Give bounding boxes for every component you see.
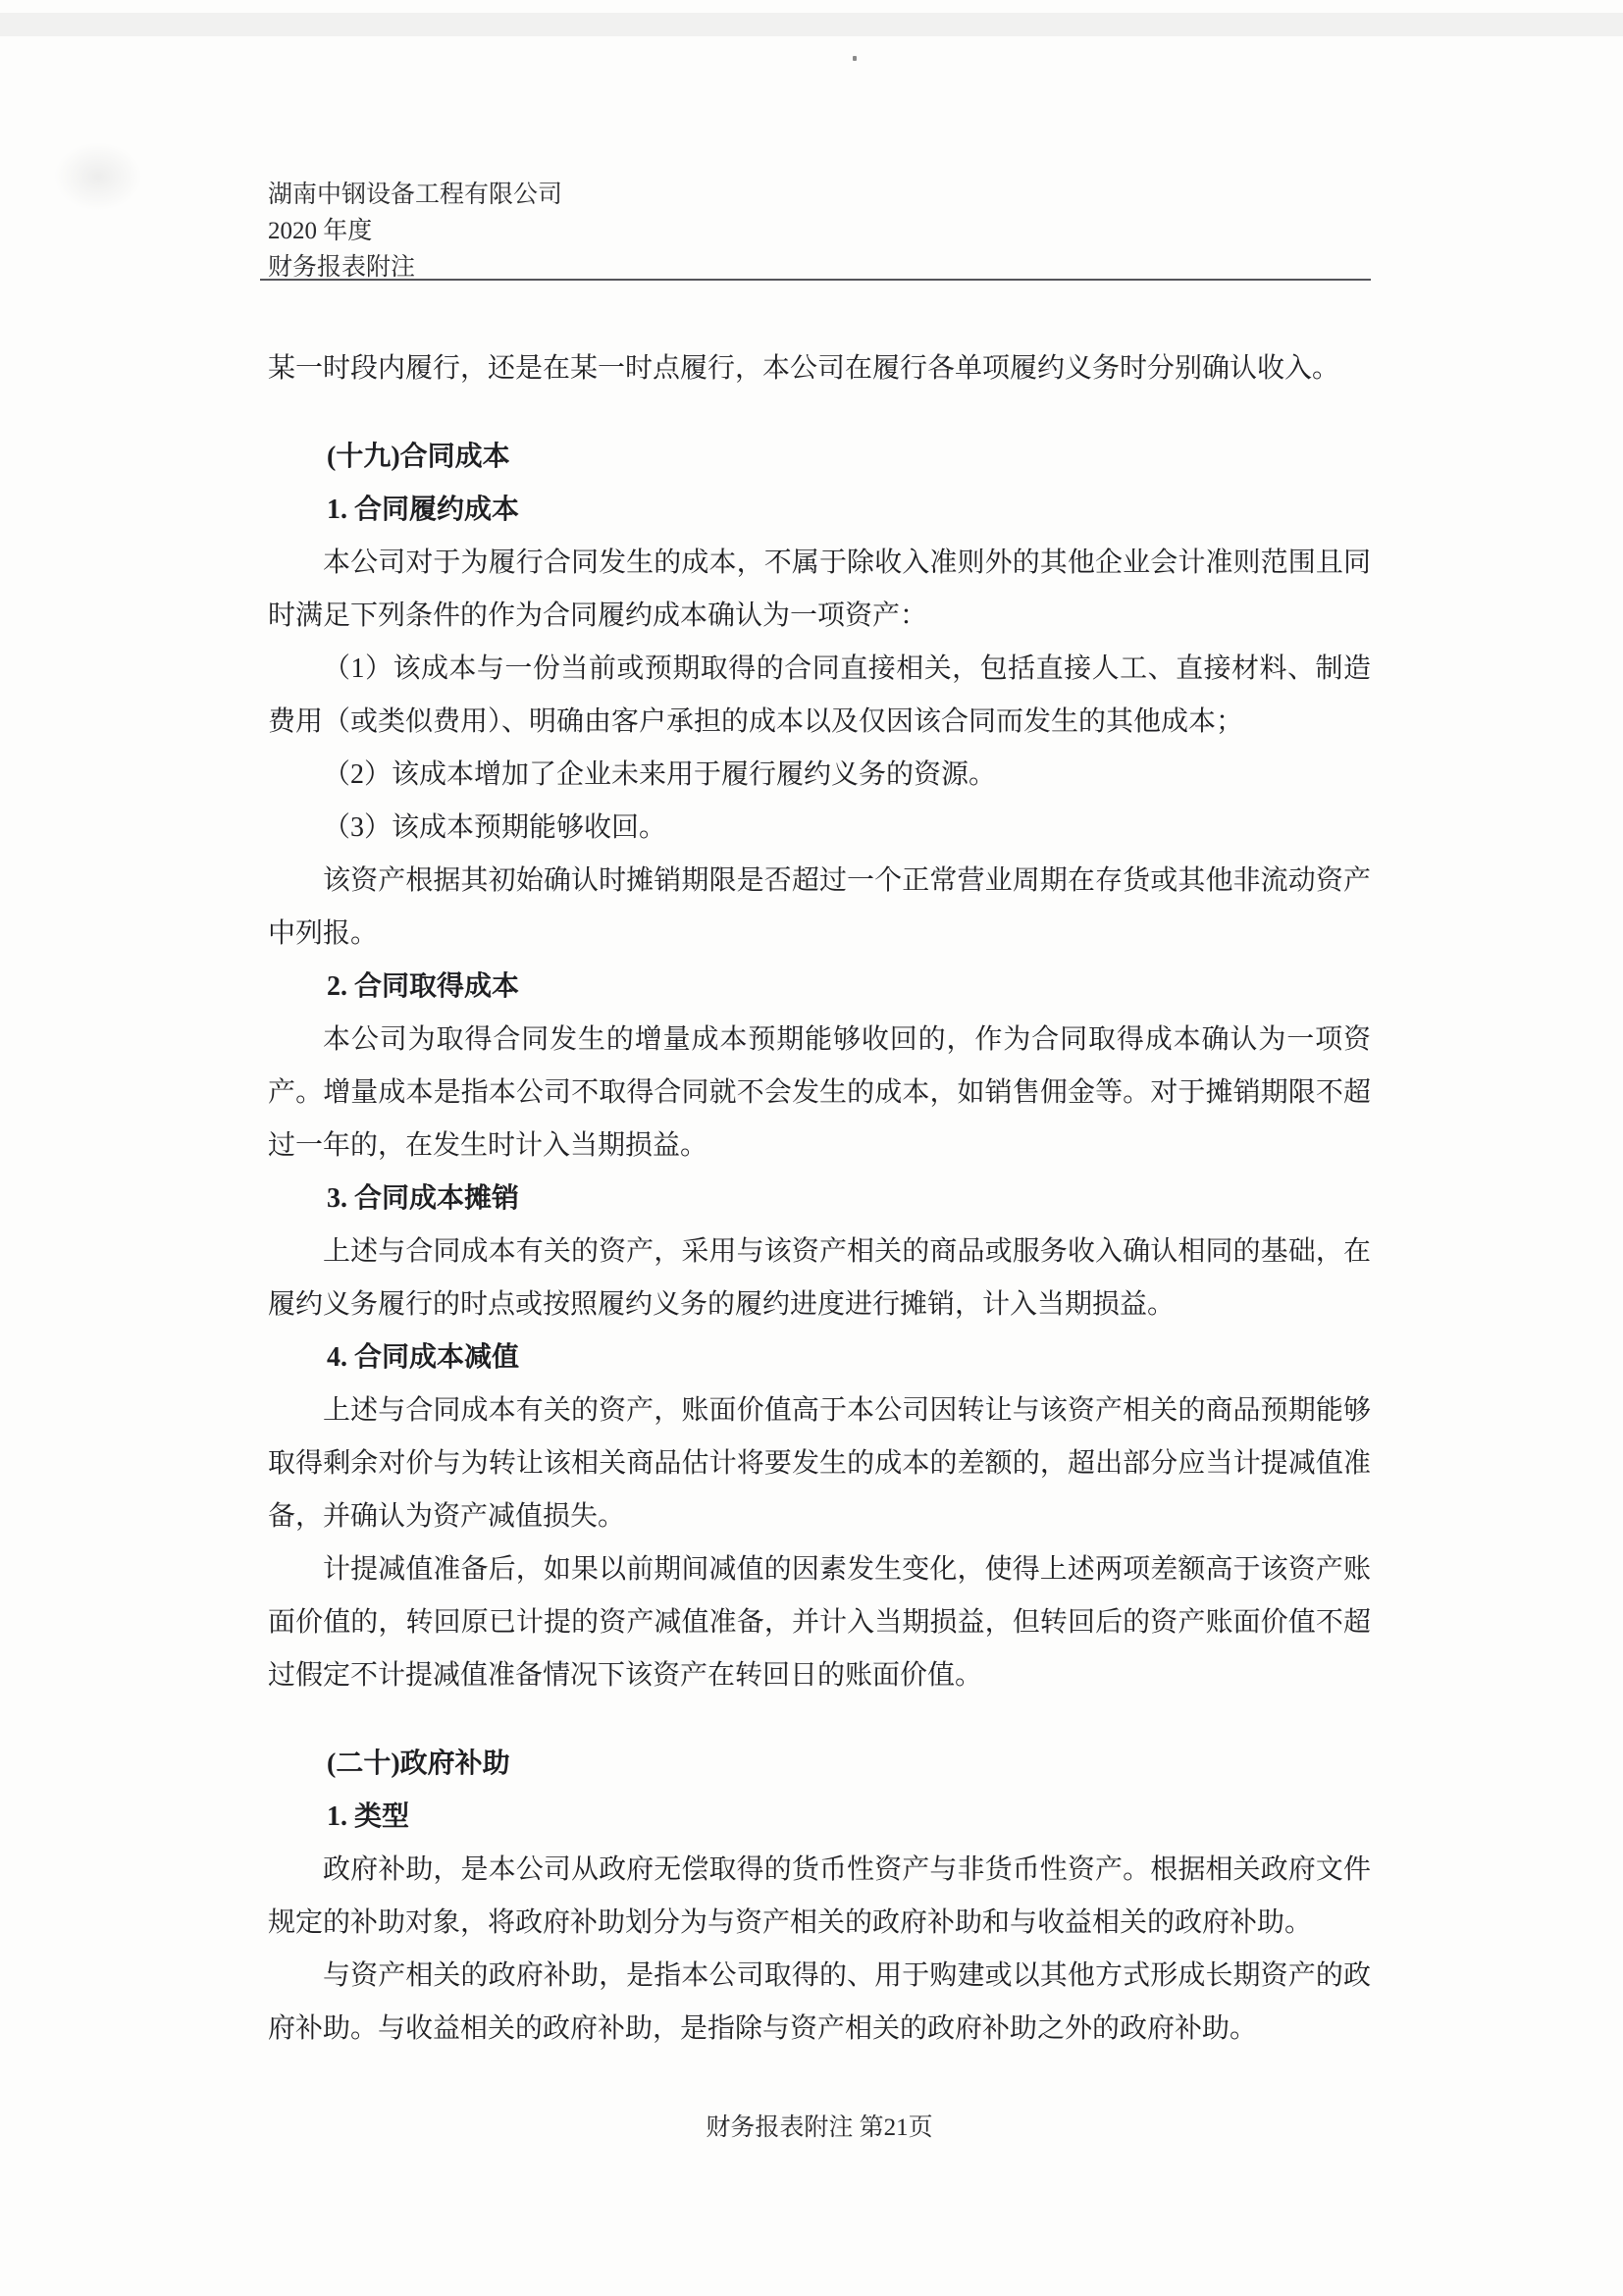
scan-artifact-band xyxy=(0,13,1623,36)
document-title: 财务报表附注 xyxy=(268,254,416,281)
company-name: 湖南中钢设备工程有限公司 xyxy=(268,182,563,208)
section-heading: (二十)政府补助 xyxy=(327,1748,510,1779)
scan-artifact-smudge xyxy=(54,142,142,211)
paragraph: 上述与合同成本有关的资产，账面价值高于本公司因转让与该资产相关的商品预期能够取得剩余对价与为转让该相关商品估计将要发生的成本的差额的，超出部分应当计提减值准备，并确认为资产减值损失。 xyxy=(268,1395,1371,1532)
document-body xyxy=(268,342,1371,2056)
sub-heading: 4. 合同成本减值 xyxy=(327,1342,520,1373)
sub-heading: 2. 合同取得成本 xyxy=(327,971,520,1002)
header-divider xyxy=(260,279,1371,281)
paragraph: 该资产根据其初始确认时摊销期限是否超过一个正常营业周期在存货或其他非流动资产中列报。 xyxy=(268,865,1371,949)
paragraph: （3）该成本预期能够收回。 xyxy=(323,812,667,843)
paragraph: 上述与合同成本有关的资产，采用与该资产相关的商品或服务收入确认相同的基础，在履约义务履行的时点或按照履约义务的履约进度进行摊销，计入当期损益。 xyxy=(268,1236,1371,1320)
report-period: 2020 年度 xyxy=(268,218,373,244)
document-header xyxy=(268,177,1371,286)
paragraph: 与资产相关的政府补助，是指本公司取得的、用于购建或以其他方式形成长期资产的政府补助。与收益相关的政府补助，是指除与资产相关的政府补助之外的政府补助。 xyxy=(268,1960,1371,2044)
paragraph: 本公司为取得合同发生的增量成本预期能够收回的，作为合同取得成本确认为一项资产。增量成本是指本公司不取得合同就不会发生的成本，如销售佣金等。对于摊销期限不超过一年的，在发生时计入当期损益。 xyxy=(268,1024,1371,1161)
sub-heading: 1. 合同履约成本 xyxy=(327,495,520,525)
page-footer: 财务报表附注 第21页 xyxy=(706,2114,933,2141)
paragraph: 计提减值准备后，如果以前期间减值的因素发生变化，使得上述两项差额高于该资产账面价值的，转回原已计提的资产减值准备，并计入当期损益，但转回后的资产账面价值不超过假定不计提减值准备情况下该资产在转回日的账面价值。 xyxy=(268,1554,1371,1691)
paragraph: 政府补助，是本公司从政府无偿取得的货币性资产与非货币性资产。根据相关政府文件规定的补助对象，将政府补助划分为与资产相关的政府补助和与收益相关的政府补助。 xyxy=(268,1854,1371,1938)
paragraph: 本公司对于为履行合同发生的成本，不属于除收入准则外的其他企业会计准则范围且同时满足下列条件的作为合同履约成本确认为一项资产： xyxy=(268,548,1371,631)
sub-heading: 3. 合同成本摊销 xyxy=(327,1183,520,1214)
section-heading: (十九)合同成本 xyxy=(327,442,510,472)
paragraph: （2）该成本增加了企业未来用于履行履约义务的资源。 xyxy=(323,759,997,790)
paragraph: 某一时段内履行，还是在某一时点履行，本公司在履行各单项履约义务时分别确认收入。 xyxy=(268,353,1340,384)
paragraph: （1）该成本与一份当前或预期取得的合同直接相关，包括直接人工、直接材料、制造费用（或类似费用）、明确由客户承担的成本以及仅因该合同而发生的其他成本； xyxy=(268,653,1371,737)
sub-heading: 1. 类型 xyxy=(327,1801,410,1832)
scan-artifact-speck xyxy=(853,56,857,61)
